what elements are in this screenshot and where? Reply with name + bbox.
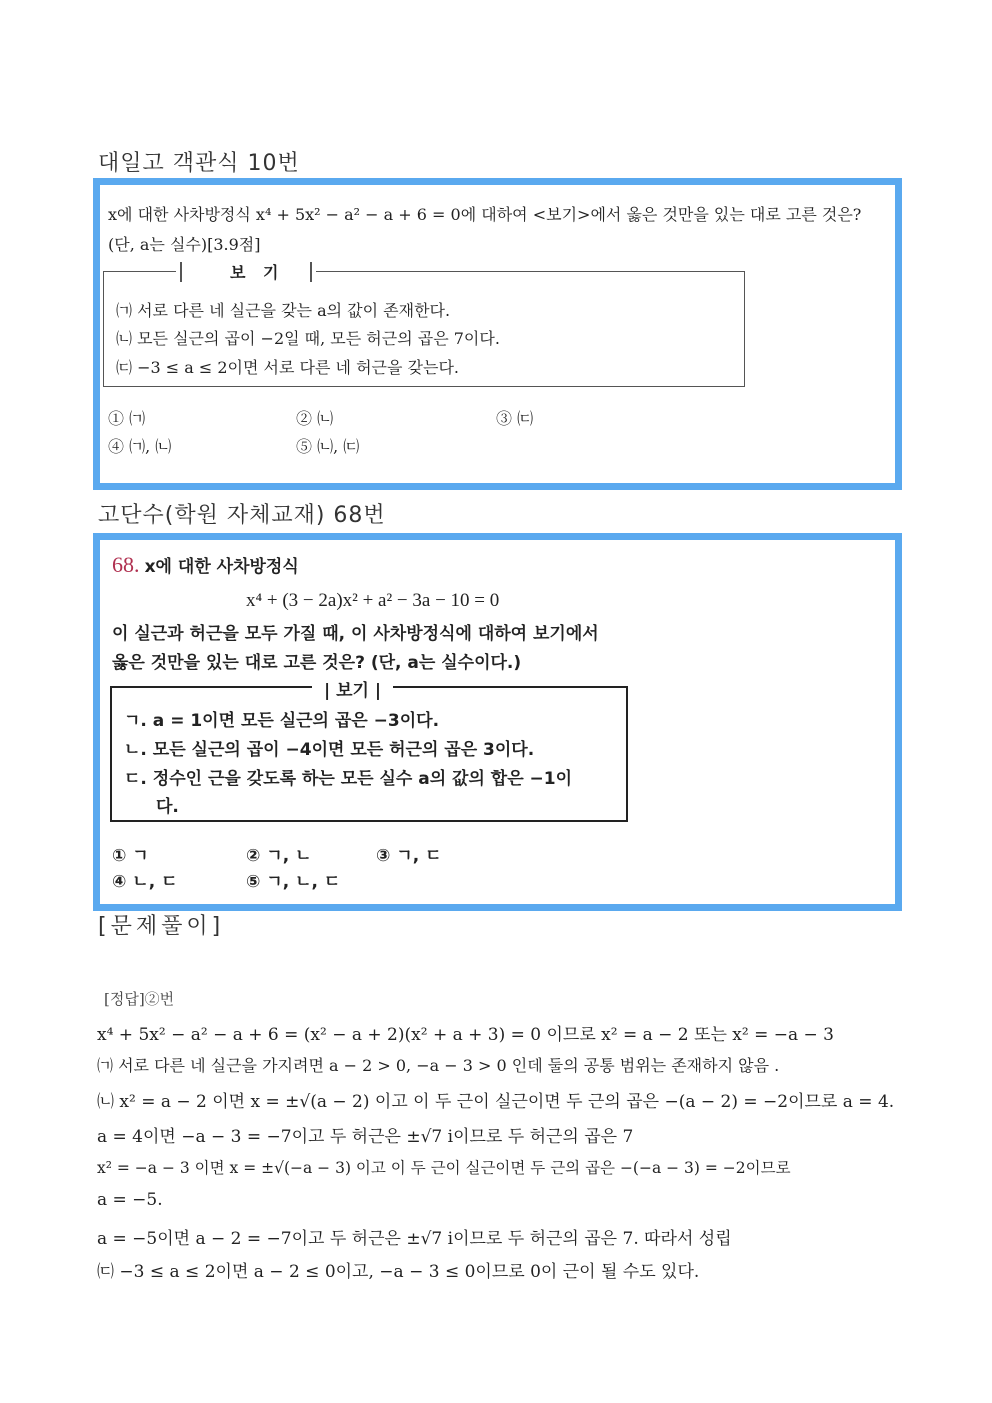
solution-line: a = −5이면 a − 2 = −7이고 두 허근은 ±√7 i이므로 두 허근의 곱은 7. 따라서 성립: [97, 1229, 732, 1249]
problem2-frame: [93, 533, 902, 911]
problem1-choice[interactable]: ⑤ ㈁, ㈂: [296, 437, 360, 456]
problem2-choice[interactable]: ③ ㄱ, ㄷ: [376, 846, 442, 866]
problem1-choice[interactable]: ① ㈀: [108, 409, 146, 428]
problem2-number: 68.: [112, 552, 140, 577]
problem2-choice[interactable]: ② ㄱ, ㄴ: [246, 846, 312, 866]
problem2-choice[interactable]: ⑤ ㄱ, ㄴ, ㄷ: [246, 872, 341, 892]
problem1-question-line2: (단, a는 실수)[3.9점]: [108, 235, 261, 254]
problem2-question-line1: x에 대한 사차방정식: [144, 557, 299, 577]
problem2-question-line2: 이 실근과 허근을 모두 가질 때, 이 사차방정식에 대하여 보기에서: [112, 624, 599, 644]
solution-line: a = −5.: [97, 1190, 163, 1210]
problem1-frame: [93, 178, 902, 490]
problem2-item: ㄱ. a = 1이면 모든 실근의 곱은 −3이다.: [124, 711, 440, 731]
problem2-box-label: | 보기 |: [312, 676, 393, 701]
solution-line: x⁴ + 5x² − a² − a + 6 = (x² − a + 2)(x² + a + 3) = 0 이므로 x² = a − 2 또는 x² = −a − 3: [97, 1025, 834, 1045]
problem2-choice[interactable]: ① ㄱ: [112, 846, 149, 866]
problem1-choice[interactable]: ④ ㈀, ㈁: [108, 437, 172, 456]
solution-title: [문제풀이]: [98, 914, 225, 939]
problem2-item: ㄷ. 정수인 근을 갖도록 하는 모든 실수 a의 값의 합은 −1이: [124, 769, 573, 789]
problem1-question-line1: x에 대한 사차방정식 x⁴ + 5x² − a² − a + 6 = 0에 대하여 <보기>에서 옳은 것만을 있는 대로 고른 것은?: [108, 205, 862, 224]
problem1-box-label: 보 기: [216, 260, 298, 283]
problem2-example-box: [110, 681, 628, 822]
problem1-choice[interactable]: ③ ㈂: [496, 409, 534, 428]
problem2-item: 다.: [156, 797, 179, 817]
solution-line: x² = −a − 3 이면 x = ±√(−a − 3) 이고 이 두 근이 실근이면 두 근의 곱은 −(−a − 3) = −2이므로: [97, 1159, 791, 1177]
problem1-choice[interactable]: ② ㈁: [296, 409, 334, 428]
solution-line: a = 4이면 −a − 3 = −7이고 두 허근은 ±√7 i이므로 두 허근의 곱은 7: [97, 1127, 634, 1147]
problem2-item: ㄴ. 모든 실근의 곱이 −4이면 모든 허근의 곱은 3이다.: [124, 740, 535, 760]
problem1-example-box: [103, 263, 745, 387]
problem1-item: ㈁ 모든 실근의 곱이 −2일 때, 모든 허근의 곱은 7이다.: [116, 329, 500, 348]
section1-title: 대일고 객관식 10번: [98, 151, 300, 176]
problem2-question-line3: 옳은 것만을 있는 대로 고른 것은? (단, a는 실수이다.): [112, 653, 522, 673]
problem1-item: ㈂ −3 ≤ a ≤ 2이면 서로 다른 네 허근을 갖는다.: [116, 358, 459, 377]
problem2-choice[interactable]: ④ ㄴ, ㄷ: [112, 872, 178, 892]
solution-line: ㈁ x² = a − 2 이면 x = ±√(a − 2) 이고 이 두 근이 실근이면 두 근의 곱은 −(a − 2) = −2이므로 a = 4.: [97, 1092, 895, 1112]
problem1-item: ㈀ 서로 다른 네 실근을 갖는 a의 값이 존재한다.: [116, 301, 451, 320]
solution-line: ㈂ −3 ≤ a ≤ 2이면 a − 2 ≤ 0이고, −a − 3 ≤ 0이므로 0이 근이 될 수도 있다.: [97, 1262, 700, 1282]
solution-line: ㈀ 서로 다른 네 실근을 가지려면 a − 2 > 0, −a − 3 > 0 인데 둘의 공통 범위는 존재하지 않음 .: [97, 1056, 780, 1075]
problem2-equation: x⁴ + (3 − 2a)x² + a² − 3a − 10 = 0: [246, 590, 500, 611]
solution-answer: [정답]②번: [104, 990, 175, 1008]
section2-title: 고단수(학원 자체교재) 68번: [98, 503, 386, 528]
